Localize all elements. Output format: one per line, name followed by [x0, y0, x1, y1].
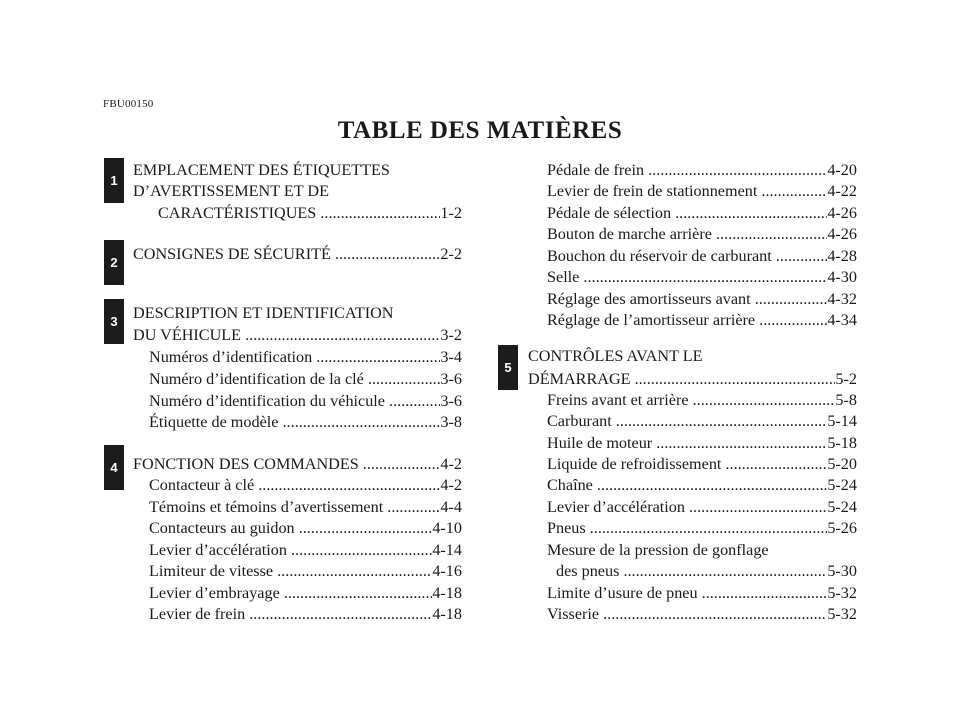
toc-entry-title: Numéros d’identification — [149, 348, 313, 366]
leader-dots — [597, 475, 827, 495]
leader-dots — [716, 224, 827, 244]
toc-entry[interactable] — [547, 267, 857, 287]
toc-entry-title: Chaîne — [547, 476, 593, 494]
toc-entry-page: 5-24 — [827, 476, 857, 494]
toc-entry-page: 5-26 — [827, 519, 857, 537]
toc-entry-page: 3-6 — [440, 370, 462, 388]
toc-entry-page: 3-2 — [440, 326, 462, 344]
toc-entry-title: Levier d’accélération — [149, 541, 287, 559]
toc-entry-page: 2-2 — [440, 245, 462, 263]
toc-entry-title: Contacteur à clé — [149, 476, 255, 494]
toc-entry-page: 3-8 — [440, 413, 462, 431]
toc-entry-page: 5-30 — [827, 562, 857, 580]
toc-entry-page: 4-34 — [827, 311, 857, 329]
page-title: TABLE DES MATIÈRES — [337, 117, 623, 144]
toc-entry-page: 5-18 — [827, 434, 857, 452]
toc-entry-title: Levier de frein — [149, 605, 246, 623]
toc-entry-title: Limite d’usure de pneu — [547, 584, 698, 602]
toc-entry-title: Levier de frein de stationnement — [547, 182, 758, 200]
toc-heading[interactable]: CONTRÔLES AVANT LE — [528, 347, 703, 365]
toc-entry-title: Levier d’embrayage — [149, 584, 280, 602]
toc-entry-page: 4-30 — [827, 268, 857, 286]
toc-entry[interactable] — [149, 540, 462, 560]
toc-entry-page: 4-18 — [432, 584, 462, 602]
toc-entry-title: Freins avant et arrière — [547, 391, 689, 409]
toc-entry-page: 5-14 — [827, 412, 857, 430]
leader-dots — [648, 160, 827, 180]
toc-entry-title: Bouton de marche arrière — [547, 225, 712, 243]
toc-entry-page: 4-32 — [827, 290, 857, 308]
leader-dots — [755, 289, 828, 309]
toc-entry-title: Liquide de refroidissement — [547, 455, 722, 473]
leader-dots — [675, 203, 827, 223]
toc-entry[interactable] — [547, 583, 857, 603]
toc-entry-page: 5-8 — [835, 391, 857, 409]
toc-entry-title: Contacteurs au guidon — [149, 519, 295, 537]
toc-entry-page: 4-28 — [827, 247, 857, 265]
toc-entry-page: 4-20 — [827, 161, 857, 179]
toc-entry-title: DÉMARRAGE — [528, 370, 631, 388]
leader-dots — [335, 244, 441, 264]
leader-dots — [299, 518, 433, 538]
toc-entry-title: Carburant — [547, 412, 612, 430]
toc-entry[interactable] — [547, 433, 857, 453]
toc-entry[interactable] — [133, 325, 462, 345]
toc-entry[interactable] — [149, 518, 462, 538]
toc-entry[interactable] — [547, 390, 857, 410]
chapter-tab-1[interactable]: 1 — [104, 158, 124, 203]
leader-dots — [603, 604, 827, 624]
toc-entry-page: 5-32 — [827, 605, 857, 623]
leader-dots — [363, 454, 441, 474]
toc-heading[interactable]: Mesure de la pression de gonflage — [547, 541, 769, 559]
leader-dots — [623, 561, 827, 581]
toc-entry[interactable] — [547, 203, 857, 223]
toc-entry-page: 5-32 — [827, 584, 857, 602]
toc-entry[interactable] — [149, 475, 462, 495]
leader-dots — [725, 454, 827, 474]
toc-entry[interactable] — [528, 369, 857, 389]
toc-entry[interactable] — [149, 497, 462, 517]
leader-dots — [635, 369, 836, 389]
toc-entry-title: Huile de moteur — [547, 434, 653, 452]
toc-entry-page: 4-16 — [432, 562, 462, 580]
toc-entry[interactable] — [133, 454, 462, 474]
leader-dots — [258, 475, 440, 495]
toc-entry-page: 4-10 — [432, 519, 462, 537]
leader-dots — [761, 181, 827, 201]
toc-entry-page: 4-26 — [827, 204, 857, 222]
leader-dots — [320, 203, 440, 223]
toc-entry-title: Pédale de frein — [547, 161, 645, 179]
leader-dots — [656, 433, 827, 453]
chapter-tab-5[interactable]: 5 — [498, 345, 518, 390]
toc-entry-page: 1-2 — [440, 204, 462, 222]
toc-entry[interactable] — [149, 561, 462, 581]
chapter-tab-4[interactable]: 4 — [104, 445, 124, 490]
toc-heading[interactable]: D’AVERTISSEMENT ET DE — [133, 182, 329, 200]
toc-entry[interactable] — [149, 604, 462, 624]
leader-dots — [368, 369, 441, 389]
toc-entry-title: Visserie — [547, 605, 600, 623]
toc-entry[interactable] — [547, 475, 857, 495]
toc-entry[interactable] — [547, 518, 857, 538]
toc-entry[interactable] — [149, 583, 462, 603]
toc-entry-title: Numéro d’identification de la clé — [149, 370, 364, 388]
leader-dots — [245, 325, 440, 345]
leader-dots — [759, 310, 827, 330]
toc-entry[interactable] — [547, 246, 857, 266]
toc-entry-title: Selle — [547, 268, 580, 286]
toc-entry-page: 4-26 — [827, 225, 857, 243]
toc-entry-page: 3-4 — [440, 348, 462, 366]
leader-dots — [387, 497, 440, 517]
toc-entry-page: 4-22 — [827, 182, 857, 200]
document-code: FBU00150 — [103, 98, 154, 110]
toc-entry-title: des pneus — [556, 562, 620, 580]
toc-entry-page: 4-2 — [440, 455, 462, 473]
toc-entry[interactable] — [149, 412, 462, 432]
toc-entry-title: Étiquette de modèle — [149, 413, 279, 431]
leader-dots — [389, 391, 440, 411]
chapter-tab-3[interactable]: 3 — [104, 299, 124, 344]
toc-entry[interactable] — [547, 224, 857, 244]
toc-entry[interactable] — [547, 160, 857, 180]
toc-entry-title: Pneus — [547, 519, 586, 537]
leader-dots — [277, 561, 432, 581]
leader-dots — [702, 583, 828, 603]
toc-entry-page: 5-20 — [827, 455, 857, 473]
toc-entry[interactable] — [547, 454, 857, 474]
leader-dots — [249, 604, 432, 624]
toc-entry-page: 5-2 — [835, 370, 857, 388]
toc-entry[interactable] — [547, 181, 857, 201]
toc-entry[interactable] — [547, 289, 857, 309]
toc-entry-title: Levier d’accélération — [547, 498, 685, 516]
toc-entry-page: 4-14 — [432, 541, 462, 559]
toc-entry-page: 3-6 — [440, 392, 462, 410]
toc-entry[interactable] — [556, 561, 857, 581]
leader-dots — [776, 246, 828, 266]
toc-entry-page: 4-4 — [440, 498, 462, 516]
leader-dots — [590, 518, 828, 538]
toc-entry[interactable] — [547, 411, 857, 431]
toc-entry[interactable] — [547, 310, 857, 330]
toc-entry-title: Limiteur de vitesse — [149, 562, 274, 580]
leader-dots — [291, 540, 432, 560]
toc-entry-title: Réglage de l’amortisseur arrière — [547, 311, 756, 329]
toc-entry[interactable] — [133, 244, 462, 264]
toc-entry[interactable] — [149, 369, 462, 389]
toc-entry-title: CARACTÉRISTIQUES — [158, 204, 317, 222]
leader-dots — [689, 497, 827, 517]
toc-entry-page: 4-18 — [432, 605, 462, 623]
leader-dots — [616, 411, 828, 431]
toc-entry-title: Pédale de sélection — [547, 204, 672, 222]
toc-entry[interactable] — [547, 497, 857, 517]
leader-dots — [283, 412, 441, 432]
toc-heading[interactable]: EMPLACEMENT DES ÉTIQUETTES — [133, 161, 390, 179]
toc-entry-page: 5-24 — [827, 498, 857, 516]
toc-entry-title: Bouchon du réservoir de carburant — [547, 247, 772, 265]
toc-entry-title: Numéro d’identification du véhicule — [149, 392, 385, 410]
toc-entry-title: FONCTION DES COMMANDES — [133, 455, 359, 473]
toc-entry-page: 4-2 — [440, 476, 462, 494]
leader-dots — [583, 267, 827, 287]
toc-entry[interactable] — [158, 203, 462, 223]
toc-entry[interactable] — [149, 347, 462, 367]
toc-entry[interactable] — [149, 391, 462, 411]
toc-entry-title: Témoins et témoins d’avertissement — [149, 498, 384, 516]
toc-entry-title: Réglage des amortisseurs avant — [547, 290, 751, 308]
chapter-tab-2[interactable]: 2 — [104, 240, 124, 285]
toc-entry[interactable] — [547, 604, 857, 624]
leader-dots — [284, 583, 433, 603]
leader-dots — [693, 390, 836, 410]
toc-entry-title: DU VÉHICULE — [133, 326, 242, 344]
toc-heading[interactable]: DESCRIPTION ET IDENTIFICATION — [133, 304, 394, 322]
leader-dots — [316, 347, 440, 367]
toc-entry-title: CONSIGNES DE SÉCURITÉ — [133, 245, 331, 263]
